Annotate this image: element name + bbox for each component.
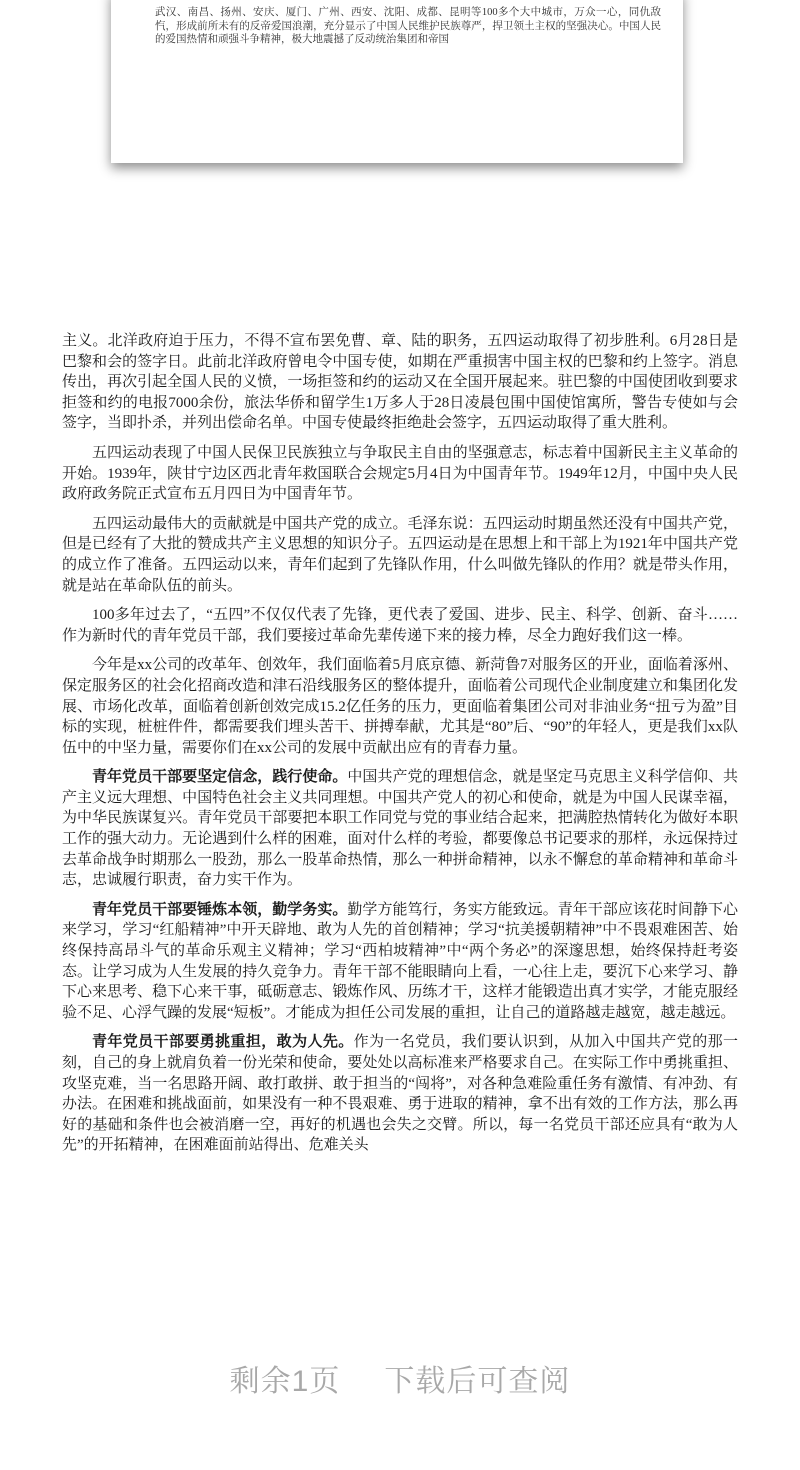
paragraph-7 [62, 900, 738, 1024]
remaining-pages-label: 剩余1页 [229, 1365, 341, 1398]
paragraph-6 [62, 767, 738, 891]
paragraph-2: 五四运动表现了中国人民保卫民族独立与争取民主自由的坚强意志，标志着中国新民主主义革命的开始。1939年，陕甘宁边区西北青年救国联合会规定5月4日为中国青年节。1949年12月，中国中央人民政府政务院正式宣布五月四日为中国青年节。 [62, 444, 738, 503]
paragraph-5: 今年是xx公司的改革年、创效年，我们面临着5月底京德、新菏鲁7对服务区的开业，面临着涿州、保定服务区的社会化招商改造和津石沿线服务区的整体提升，面临着公司现代企业制度建立和集团化发展、市场化改革，面临着创新创效完成15.2亿任务的压力，更面临着集团公司对非油业务“扭亏为盈”目标的实现，桩桩件件，都需要我们埋头苦干、拼搏奉献，尤其是“80”后、“90”的年轻人，更是我们xx队伍中的中坚力量，需要你们在xx公司的发展中贡献出应有的青春力量。 [62, 657, 738, 756]
paragraph-8-lead: 青年党员干部要勇挑重担，敢为人先。 [92, 1034, 354, 1051]
paragraph-3: 五四运动最伟大的贡献就是中国共产党的成立。毛泽东说：五四运动时期虽然还没有中国共产党，但是已经有了大批的赞成共产主义思想的知识分子。五四运动是在思想上和干部上为1921年中国共产党的成立作了准备。五四运动以来，青年们起到了先锋队作用，什么叫做先锋队的作用？就是带头作用，就是站在革命队伍的前头。 [62, 515, 738, 594]
download-hint-label: 下载后可查阅 [384, 1365, 571, 1398]
paragraph-7-lead: 青年党员干部要锤炼本领，勤学务实。 [92, 901, 348, 918]
paragraph-7-text: 勤学方能笃行，务实方能致远。青年干部应该花时间静下心来学习，学习“红船精神”中开天辟地、敢为人先的首创精神；学习“抗美援朝精神”中不畏艰难困苦、始终保持高昂斗气的革命乐观主义精神；学习“西柏坡精神”中“两个务必”的深邃思想，始终保持赶考姿态。让学习成为人生发展的持久竞争力。青年干部不能眼睛向上看，一心往上走，要沉下心来学习、静下心来思考、稳下心来干事，砥砺意志、锻炼作风、历练才干，这样才能锻造出真才实学，才能克服经验不足、心浮气躁的发展“短板”。才能成为担任公司发展的重担，让自己的道路越走越宽，越走越远。 [62, 901, 738, 1021]
previous-page-text: 武汉、南昌、扬州、安庆、厦门、广州、西安、沈阳、成都、昆明等100多个大中城市，万众一心，同仇敌忾，形成前所未有的反帝爱国浪潮，充分显示了中国人民维护民族尊严，捍卫领土主权的坚强决心。中国人民的爱国热情和顽强斗争精神，极大地震撼了反动统治集团和帝国 [155, 7, 661, 45]
previous-page-card [111, 0, 683, 163]
paragraph-1: 主义。北洋政府迫于压力，不得不宣布罢免曹、章、陆的职务，五四运动取得了初步胜利。6月28日是巴黎和会的签字日。此前北洋政府曾电令中国专使，如期在严重损害中国主权的巴黎和约上签字。消息传出，再次引起全国人民的义愤，一场拒签和约的运动又在全国开展起来。驻巴黎的中国使团收到要求拒签和约的电报7000余份，旅法华侨和留学生1万多人于28日凌晨包围中国使馆寓所，警告专使如与会签字，当即扑杀，并列出偿命名单。中国专使最终拒绝赴会签字，五四运动取得了重大胜利。 [62, 333, 738, 432]
paragraph-8 [62, 1032, 738, 1156]
paragraph-8-text: 作为一名党员，我们要认识到，从加入中国共产党的那一刻，自己的身上就肩负着一份光荣和使命，要处处以高标准来严格要求自己。在实际工作中勇挑重担、攻坚克难，当一名思路开阔、敢打敢拼、敢于担当的“闯将”，对各种急难险重任务有激情、有冲劲、有办法。在困难和挑战面前，如果没有一种不畏艰难、勇于进取的精神，拿不出有效的工作方法，那么再好的基础和条件也会被消磨一空，再好的机遇也会失之交臂。所以，每一名党员干部还应具有“敢为人先”的开拓精神，在困难面前站得出、危难关头 [62, 1034, 738, 1154]
paragraph-4: 100多年过去了，“五四”不仅仅代表了先锋，更代表了爱国、进步、民主、科学、创新、奋斗……作为新时代的青年党员干部，我们要接过革命先辈传递下来的接力棒，尽全力跑好我们这一棒。 [62, 607, 738, 644]
preview-footer [0, 1356, 800, 1400]
document-page-body [62, 331, 738, 1165]
paragraph-6-text: 中国共产党的理想信念，就是坚定马克思主义科学信仰、共产主义远大理想、中国特色社会主义共同理想。中国共产党人的初心和使命，就是为中国人民谋幸福，为中华民族谋复兴。青年党员干部要把本职工作同党与党的事业结合起来，把满腔热情转化为做好本职工作的强大动力。无论遇到什么样的困难，面对什么样的考验，都要像总书记要求的那样，永远保持过去革命战争时期那么一股劲，那么一股革命热情，那么一种拼命精神，以永不懈怠的革命精神和革命斗志，忠诚履行职责，奋力实干作为。 [62, 769, 738, 889]
paragraph-6-lead: 青年党员干部要坚定信念，践行使命。 [92, 769, 348, 786]
